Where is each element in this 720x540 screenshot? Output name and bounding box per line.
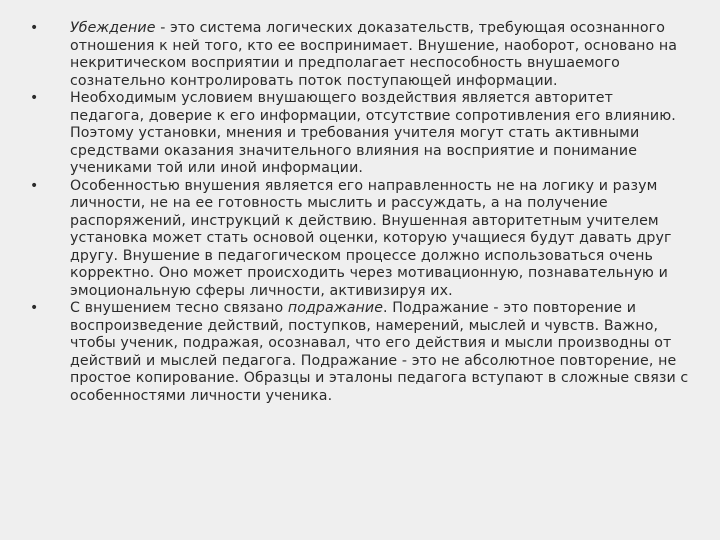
bullet-list — [30, 20, 690, 405]
bullet-marker: • — [30, 177, 39, 194]
list-item — [30, 90, 690, 178]
paragraph-text-before: С внушением тесно связано — [70, 300, 288, 316]
list-item — [30, 300, 690, 405]
paragraph-authority: Необходимым условием внушающего воздействия является авторитет педагога, доверие к его информации, отсутствие сопротивления его влиянию. Поэтому установки, мнения и требования учителя могут стать активными средствами оказания значительного влияния на восприятие и понимание учениками той или иной информации. — [70, 90, 676, 176]
paragraph-suggestion-features: Особенностью внушения является его направленность не на логику и разум личности, не на ее готовность мыслить и рассуждать, а на получение распоряжений, инструкций к действию. Внушенная авторитетным учителем установка может стать основой оценки, которую учащиеся будут давать друг другу. Внушение в педагогическом процессе должно использоваться очень корректно. Оно может происходить через мотивационную, познавательную и эмоциональную сферы личности, активизируя их. — [70, 177, 672, 299]
paragraph-text-after: . Подражание - это повторение и воспроизведение действий, поступков, намерений, мыслей и чувств. Важно, чтобы ученик, подражая, осознавал, что его действия и мысли производны от действий и мыслей педагога. Подражание - это не абсолютное повторение, не простое копирование. Образцы и эталоны педагога вступают в сложные связи с особенностями личности ученика. — [70, 300, 689, 404]
term-imitation: подражание — [287, 300, 384, 316]
paragraph-text: - это система логических доказательств, требующая осознанного отношения к ней того, кто ее воспринимает. Внушение, наоборот, основано на некритическом восприятии и предполагает неспособность внушаемого сознательно контролировать поток поступающей информации. — [70, 20, 678, 89]
bullet-marker: • — [30, 300, 39, 316]
list-item — [30, 20, 690, 90]
bullet-marker: • — [30, 20, 39, 36]
list-item — [30, 178, 690, 301]
paragraph-persuasion — [70, 20, 690, 90]
bullet-marker: • — [30, 90, 39, 106]
paragraph-imitation — [70, 300, 690, 405]
term-persuasion: Убеждение — [70, 20, 156, 36]
